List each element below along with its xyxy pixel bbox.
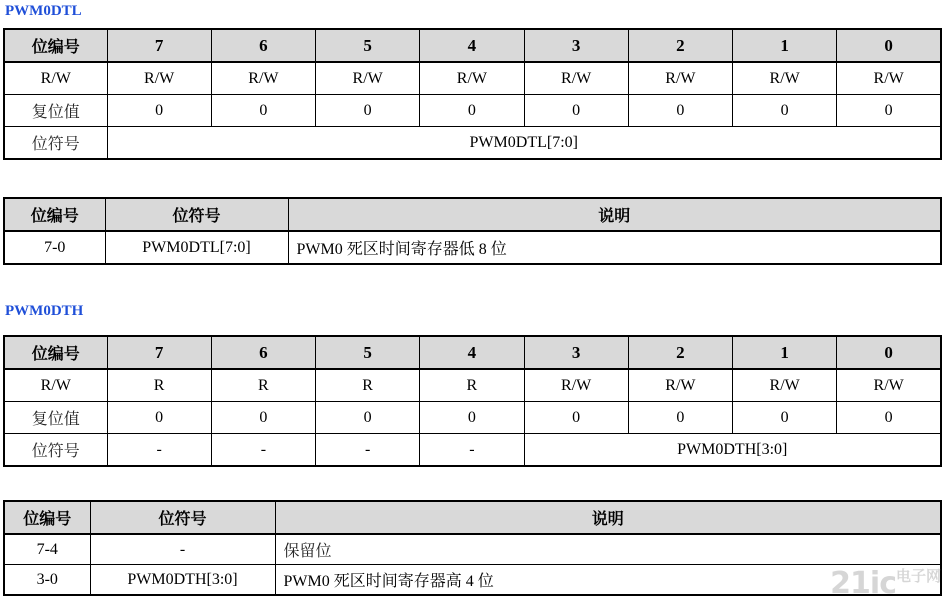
section-title-pwm0dth: PWM0DTH: [5, 303, 84, 319]
reset-cell: 0: [733, 402, 837, 434]
bit-0: 0: [837, 29, 941, 62]
reset-cell: 0: [211, 95, 315, 127]
symbol-row: [4, 434, 941, 467]
bit-5: 5: [316, 336, 420, 369]
register-table-pwm0dth: [3, 335, 942, 467]
rw-cell: R/W: [420, 62, 524, 95]
header-bit-number: 位编号: [4, 336, 107, 369]
reset-cell: 0: [524, 95, 628, 127]
rw-cell: R/W: [107, 62, 211, 95]
reset-cell: 0: [524, 402, 628, 434]
desc-header-symbol: 位符号: [90, 501, 275, 534]
reset-cell: 0: [316, 402, 420, 434]
reset-cell: 0: [420, 402, 524, 434]
reset-label: 复位值: [4, 95, 107, 127]
symbol-cell: -: [211, 434, 315, 467]
symbol-value: PWM0DTH[3:0]: [524, 434, 941, 467]
desc-row: [4, 565, 941, 596]
symbol-value: PWM0DTL[7:0]: [107, 127, 941, 160]
description-table-pwm0dth: [3, 500, 942, 596]
rw-cell: R: [316, 369, 420, 402]
bit-number-row: [4, 336, 941, 369]
rw-cell: R/W: [837, 62, 941, 95]
reset-cell: 0: [837, 402, 941, 434]
desc-text: 保留位: [275, 534, 941, 565]
description-table-pwm0dtl: [3, 197, 942, 265]
rw-cell: R/W: [524, 369, 628, 402]
rw-cell: R/W: [733, 369, 837, 402]
desc-symbol: -: [90, 534, 275, 565]
rw-cell: R/W: [316, 62, 420, 95]
watermark-logo: [830, 565, 941, 601]
rw-cell: R/W: [524, 62, 628, 95]
symbol-row: [4, 127, 941, 160]
reset-label: 复位值: [4, 402, 107, 434]
bit-6: 6: [211, 29, 315, 62]
rw-label: R/W: [4, 369, 107, 402]
reset-row: [4, 402, 941, 434]
bit-4: 4: [420, 29, 524, 62]
desc-header-bit: 位编号: [4, 198, 105, 231]
desc-header-description: 说明: [288, 198, 941, 231]
desc-header-symbol: 位符号: [105, 198, 288, 231]
desc-text: PWM0 死区时间寄存器高 4 位: [275, 565, 941, 596]
bit-0: 0: [837, 336, 941, 369]
bit-number-row: [4, 29, 941, 62]
bit-5: 5: [316, 29, 420, 62]
desc-bit: 7-4: [4, 534, 90, 565]
rw-cell: R: [420, 369, 524, 402]
bit-2: 2: [628, 29, 732, 62]
symbol-label: 位符号: [4, 434, 107, 467]
bit-3: 3: [524, 336, 628, 369]
desc-symbol: PWM0DTH[3:0]: [90, 565, 275, 596]
bit-7: 7: [107, 336, 211, 369]
rw-cell: R: [211, 369, 315, 402]
rw-cell: R/W: [628, 369, 732, 402]
reset-row: [4, 95, 941, 127]
reset-cell: 0: [837, 95, 941, 127]
rw-cell: R/W: [628, 62, 732, 95]
section-title-pwm0dtl: PWM0DTL: [5, 3, 82, 19]
desc-text: PWM0 死区时间寄存器低 8 位: [288, 231, 941, 264]
rw-cell: R/W: [733, 62, 837, 95]
desc-header-bit: 位编号: [4, 501, 90, 534]
bit-3: 3: [524, 29, 628, 62]
symbol-cell: -: [107, 434, 211, 467]
reset-cell: 0: [107, 95, 211, 127]
reset-cell: 0: [316, 95, 420, 127]
rw-cell: R/W: [211, 62, 315, 95]
reset-cell: 0: [628, 402, 732, 434]
rw-cell: R: [107, 369, 211, 402]
rw-cell: R/W: [837, 369, 941, 402]
reset-cell: 0: [211, 402, 315, 434]
bit-4: 4: [420, 336, 524, 369]
symbol-cell: -: [420, 434, 524, 467]
symbol-cell: -: [316, 434, 420, 467]
symbol-label: 位符号: [4, 127, 107, 160]
bit-1: 1: [733, 336, 837, 369]
bit-2: 2: [628, 336, 732, 369]
desc-row: [4, 231, 941, 264]
desc-row: [4, 534, 941, 565]
rw-label: R/W: [4, 62, 107, 95]
bit-7: 7: [107, 29, 211, 62]
watermark-small: 电子网: [895, 567, 941, 585]
desc-symbol: PWM0DTL[7:0]: [105, 231, 288, 264]
desc-header-row: [4, 501, 941, 534]
desc-header-row: [4, 198, 941, 231]
reset-cell: 0: [628, 95, 732, 127]
desc-header-description: 说明: [275, 501, 941, 534]
bit-6: 6: [211, 336, 315, 369]
reset-cell: 0: [420, 95, 524, 127]
header-bit-number: 位编号: [4, 29, 107, 62]
reset-cell: 0: [733, 95, 837, 127]
register-table-pwm0dtl: [3, 28, 942, 160]
desc-bit: 7-0: [4, 231, 105, 264]
rw-row: [4, 62, 941, 95]
reset-cell: 0: [107, 402, 211, 434]
rw-row: [4, 369, 941, 402]
watermark-big: 21ic: [830, 566, 896, 601]
bit-1: 1: [733, 29, 837, 62]
desc-bit: 3-0: [4, 565, 90, 596]
